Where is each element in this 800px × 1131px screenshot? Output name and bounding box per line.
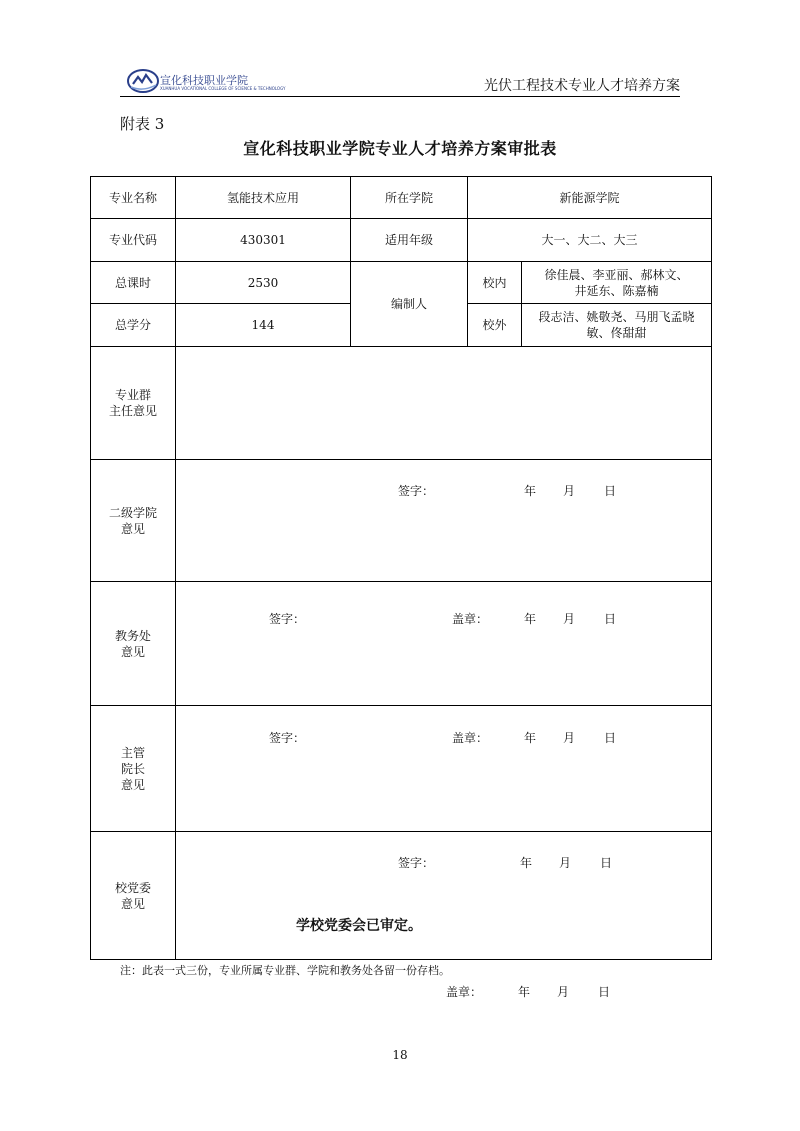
- internal-label: 校内: [468, 262, 522, 304]
- month-label: 月: [563, 730, 576, 745]
- footnote: 注：此表一式三份，专业所属专业群、学院和教务处各留一份存档。: [120, 964, 450, 977]
- sign-label: 签字：: [269, 730, 306, 745]
- label-line: 教务处: [114, 628, 151, 643]
- day-label: 日: [598, 984, 611, 999]
- seal-label: 盖章：: [452, 730, 489, 745]
- table-row: [91, 219, 712, 262]
- label-line: 主管: [120, 745, 145, 760]
- group-head-opinion-area[interactable]: [176, 347, 712, 498]
- day-label: 日: [604, 730, 617, 745]
- editor-label: 编制人: [351, 262, 468, 347]
- label-line: 院长: [120, 761, 145, 776]
- external-editors-line2: 敏、佟甜甜: [586, 326, 647, 340]
- grade-value: 大一、大二、大三: [468, 219, 712, 262]
- college-value: 新能源学院: [468, 177, 712, 219]
- day-label: 日: [600, 855, 613, 870]
- year-label: 年: [524, 611, 537, 626]
- academic-affairs-opinion-area[interactable]: [176, 582, 712, 745]
- year-label: 年: [520, 855, 533, 870]
- major-code-value: 430301: [176, 219, 351, 262]
- dean-opinion-area[interactable]: [176, 706, 712, 870]
- major-name-value: 氢能技术应用: [176, 177, 351, 219]
- running-title: 光伏工程技术专业人才培养方案: [484, 78, 680, 94]
- label-line: 意见: [120, 521, 145, 536]
- month-label: 月: [563, 484, 576, 498]
- external-label: 校外: [468, 304, 522, 347]
- year-label: 年: [524, 484, 537, 498]
- table-row: [91, 582, 712, 706]
- month-label: 月: [563, 611, 576, 626]
- total-credits-value: 144: [176, 304, 351, 347]
- academic-affairs-opinion-label: [91, 582, 176, 706]
- internal-editors: [522, 262, 712, 304]
- label-line: 意见: [120, 644, 145, 659]
- table-row: [91, 347, 712, 460]
- external-editors-line1: 段志洁、姚敬尧、马朋飞孟晓: [538, 310, 695, 324]
- day-label: 日: [604, 611, 617, 626]
- college-label: 所在学院: [351, 177, 468, 219]
- table-row: [91, 460, 712, 582]
- label-line: 校党委: [114, 880, 151, 895]
- table-row: [91, 262, 712, 304]
- internal-editors-line2: 井延东、陈嘉楠: [574, 283, 659, 298]
- header-divider: [120, 96, 680, 97]
- label-line: 主任意见: [108, 404, 157, 418]
- sign-label: 签字：: [398, 484, 435, 498]
- grade-label: 适用年级: [351, 219, 468, 262]
- page-number: 18: [392, 1048, 408, 1062]
- day-label: 日: [604, 484, 617, 498]
- month-label: 月: [559, 855, 572, 870]
- month-label: 月: [557, 984, 570, 999]
- second-college-opinion-area[interactable]: [176, 460, 712, 626]
- year-label: 年: [518, 984, 531, 999]
- internal-editors-line1: 徐佳晨、李亚丽、郝林文、: [544, 267, 689, 282]
- sign-label: 签字：: [269, 611, 306, 626]
- seal-label: 盖章：: [446, 984, 483, 999]
- label-line: 意见: [120, 777, 145, 792]
- year-label: 年: [524, 730, 537, 745]
- dean-opinion-label: [91, 706, 176, 832]
- table-row: [91, 706, 712, 832]
- total-hours-value: 2530: [176, 262, 351, 304]
- logo-text: 宣化科技职业学院: [160, 74, 248, 87]
- major-name-label: 专业名称: [91, 177, 176, 219]
- appendix-label: 附表 3: [120, 115, 165, 133]
- label-line: 二级学院: [108, 505, 157, 520]
- label-line: 专业群: [114, 388, 151, 402]
- major-code-label: 专业代码: [91, 219, 176, 262]
- total-hours-label: 总课时: [91, 262, 176, 304]
- seal-label: 盖章：: [452, 611, 489, 626]
- total-credits-label: 总学分: [91, 304, 176, 347]
- logo-subtext: XUANHUA VOCATIONAL COLLEGE OF SCIENCE & TECHNOLOGY: [160, 86, 286, 91]
- document-title: 宣化科技职业学院专业人才培养方案审批表: [243, 139, 557, 158]
- table-row: [91, 832, 712, 960]
- party-approved-text: 学校党委会已审定。: [296, 917, 422, 934]
- party-committee-opinion-label: [91, 832, 176, 960]
- label-line: 意见: [120, 896, 145, 911]
- table-row: [91, 177, 712, 219]
- group-head-opinion-label: [91, 347, 176, 460]
- second-college-opinion-label: [91, 460, 176, 582]
- sign-label: 签字：: [398, 855, 435, 870]
- external-editors: [522, 304, 712, 347]
- college-logo-icon: [126, 68, 160, 94]
